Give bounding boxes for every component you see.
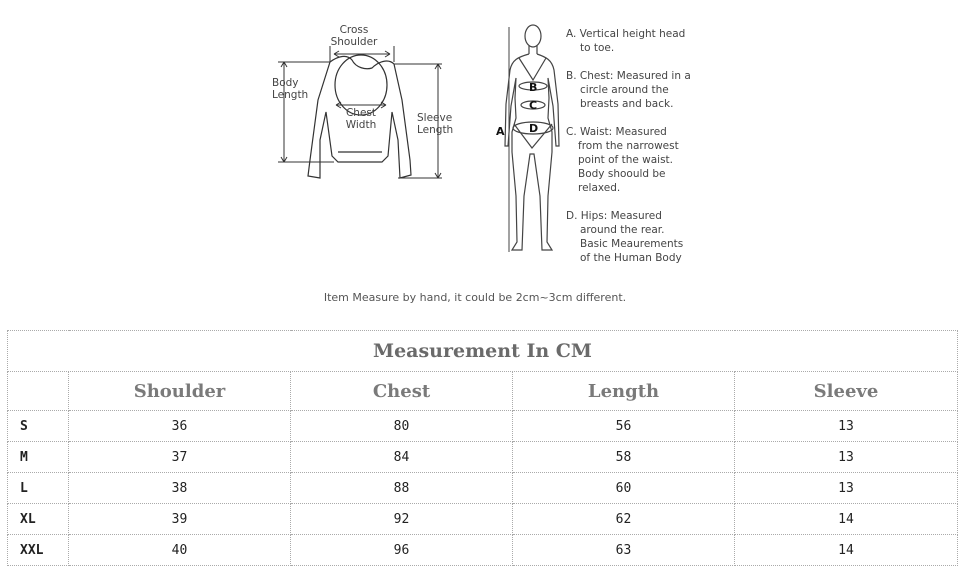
cross-shoulder-label-line2: Shoulder: [330, 36, 378, 48]
shoulder-cell: 37: [69, 442, 291, 473]
size-cell: XXL: [8, 535, 69, 566]
legend-c-line3: point of the waist.: [578, 154, 674, 166]
header-shoulder: Shoulder: [69, 372, 291, 411]
chest-cell: 92: [291, 504, 513, 535]
legend-b-line1: B. Chest: Measured in a: [566, 70, 691, 82]
header-blank: [8, 372, 69, 411]
legend-c-line1: C. Waist: Measured: [566, 126, 667, 138]
sleeve-length-label: [417, 112, 453, 136]
shoulder-cell: 39: [69, 504, 291, 535]
length-cell: 60: [513, 473, 735, 504]
header-sleeve: Sleeve: [735, 372, 958, 411]
body-letter-c: C: [529, 99, 538, 112]
legend-c-line2: from the narrowest: [578, 140, 679, 152]
chest-width-label-line2: Width: [345, 119, 377, 131]
length-cell: 63: [513, 535, 735, 566]
chest-cell: 88: [291, 473, 513, 504]
size-cell: XL: [8, 504, 69, 535]
length-cell: 62: [513, 504, 735, 535]
size-chart-table: [7, 330, 958, 566]
legend-a-line2: to toe.: [580, 42, 615, 54]
chest-width-label: [340, 107, 382, 131]
size-cell: S: [8, 411, 69, 442]
measurement-legend: [566, 27, 706, 279]
header-chest: Chest: [291, 372, 513, 411]
chest-cell: 96: [291, 535, 513, 566]
legend-d-line3: Basic Meaurements: [580, 238, 684, 250]
cross-shoulder-label: [330, 24, 378, 48]
body-length-label-line1: Body: [272, 77, 299, 89]
legend-b-line3: breasts and back.: [580, 98, 674, 110]
legend-a-line1: A. Vertical height head: [566, 28, 686, 40]
table-row: [8, 473, 958, 504]
sleeve-cell: 13: [735, 473, 958, 504]
body-letter-b: B: [529, 81, 538, 94]
sleeve-cell: 13: [735, 442, 958, 473]
chest-cell: 80: [291, 411, 513, 442]
legend-d-line1: D. Hips: Measured: [566, 210, 662, 222]
legend-b-line2: circle around the: [580, 84, 669, 96]
legend-d-line4: of the Human Body: [580, 252, 682, 264]
body-figure: [505, 25, 559, 250]
body-length-label-line2: Length: [272, 89, 309, 101]
size-cell: L: [8, 473, 69, 504]
table-caption: Measurement In CM: [8, 331, 958, 372]
table-row: [8, 504, 958, 535]
body-length-label: [272, 77, 308, 101]
shoulder-cell: 38: [69, 473, 291, 504]
header-length: Length: [513, 372, 735, 411]
sleeve-length-label-line1: Sleeve: [417, 112, 453, 124]
body-letter-d: D: [529, 122, 539, 135]
sleeve-length-label-line2: Length: [417, 124, 454, 136]
table-row: [8, 411, 958, 442]
legend-c-line4: Body shoould be: [578, 168, 666, 180]
size-cell: M: [8, 442, 69, 473]
legend-c-line5: relaxed.: [578, 182, 621, 194]
legend-item-d: [566, 209, 706, 265]
measure-note: Item Measure by hand, it could be 2cm~3cm different.: [323, 291, 627, 304]
chest-cell: 84: [291, 442, 513, 473]
table-row: [8, 535, 958, 566]
legend-item-a: [566, 27, 706, 55]
legend-item-c: [566, 125, 706, 195]
legend-d-line2: around the rear.: [580, 224, 665, 236]
cross-shoulder-label-line1: Cross: [339, 24, 369, 36]
legend-item-b: [566, 69, 706, 111]
sleeve-cell: 13: [735, 411, 958, 442]
length-cell: 56: [513, 411, 735, 442]
body-letter-a: A: [496, 125, 505, 138]
chest-width-label-line1: Chest: [345, 107, 377, 119]
cross-shoulder-arrow: [330, 46, 394, 62]
table-row: [8, 442, 958, 473]
length-cell: 58: [513, 442, 735, 473]
shoulder-cell: 36: [69, 411, 291, 442]
shoulder-cell: 40: [69, 535, 291, 566]
table-header-row: [8, 372, 958, 411]
sleeve-cell: 14: [735, 535, 958, 566]
sleeve-cell: 14: [735, 504, 958, 535]
